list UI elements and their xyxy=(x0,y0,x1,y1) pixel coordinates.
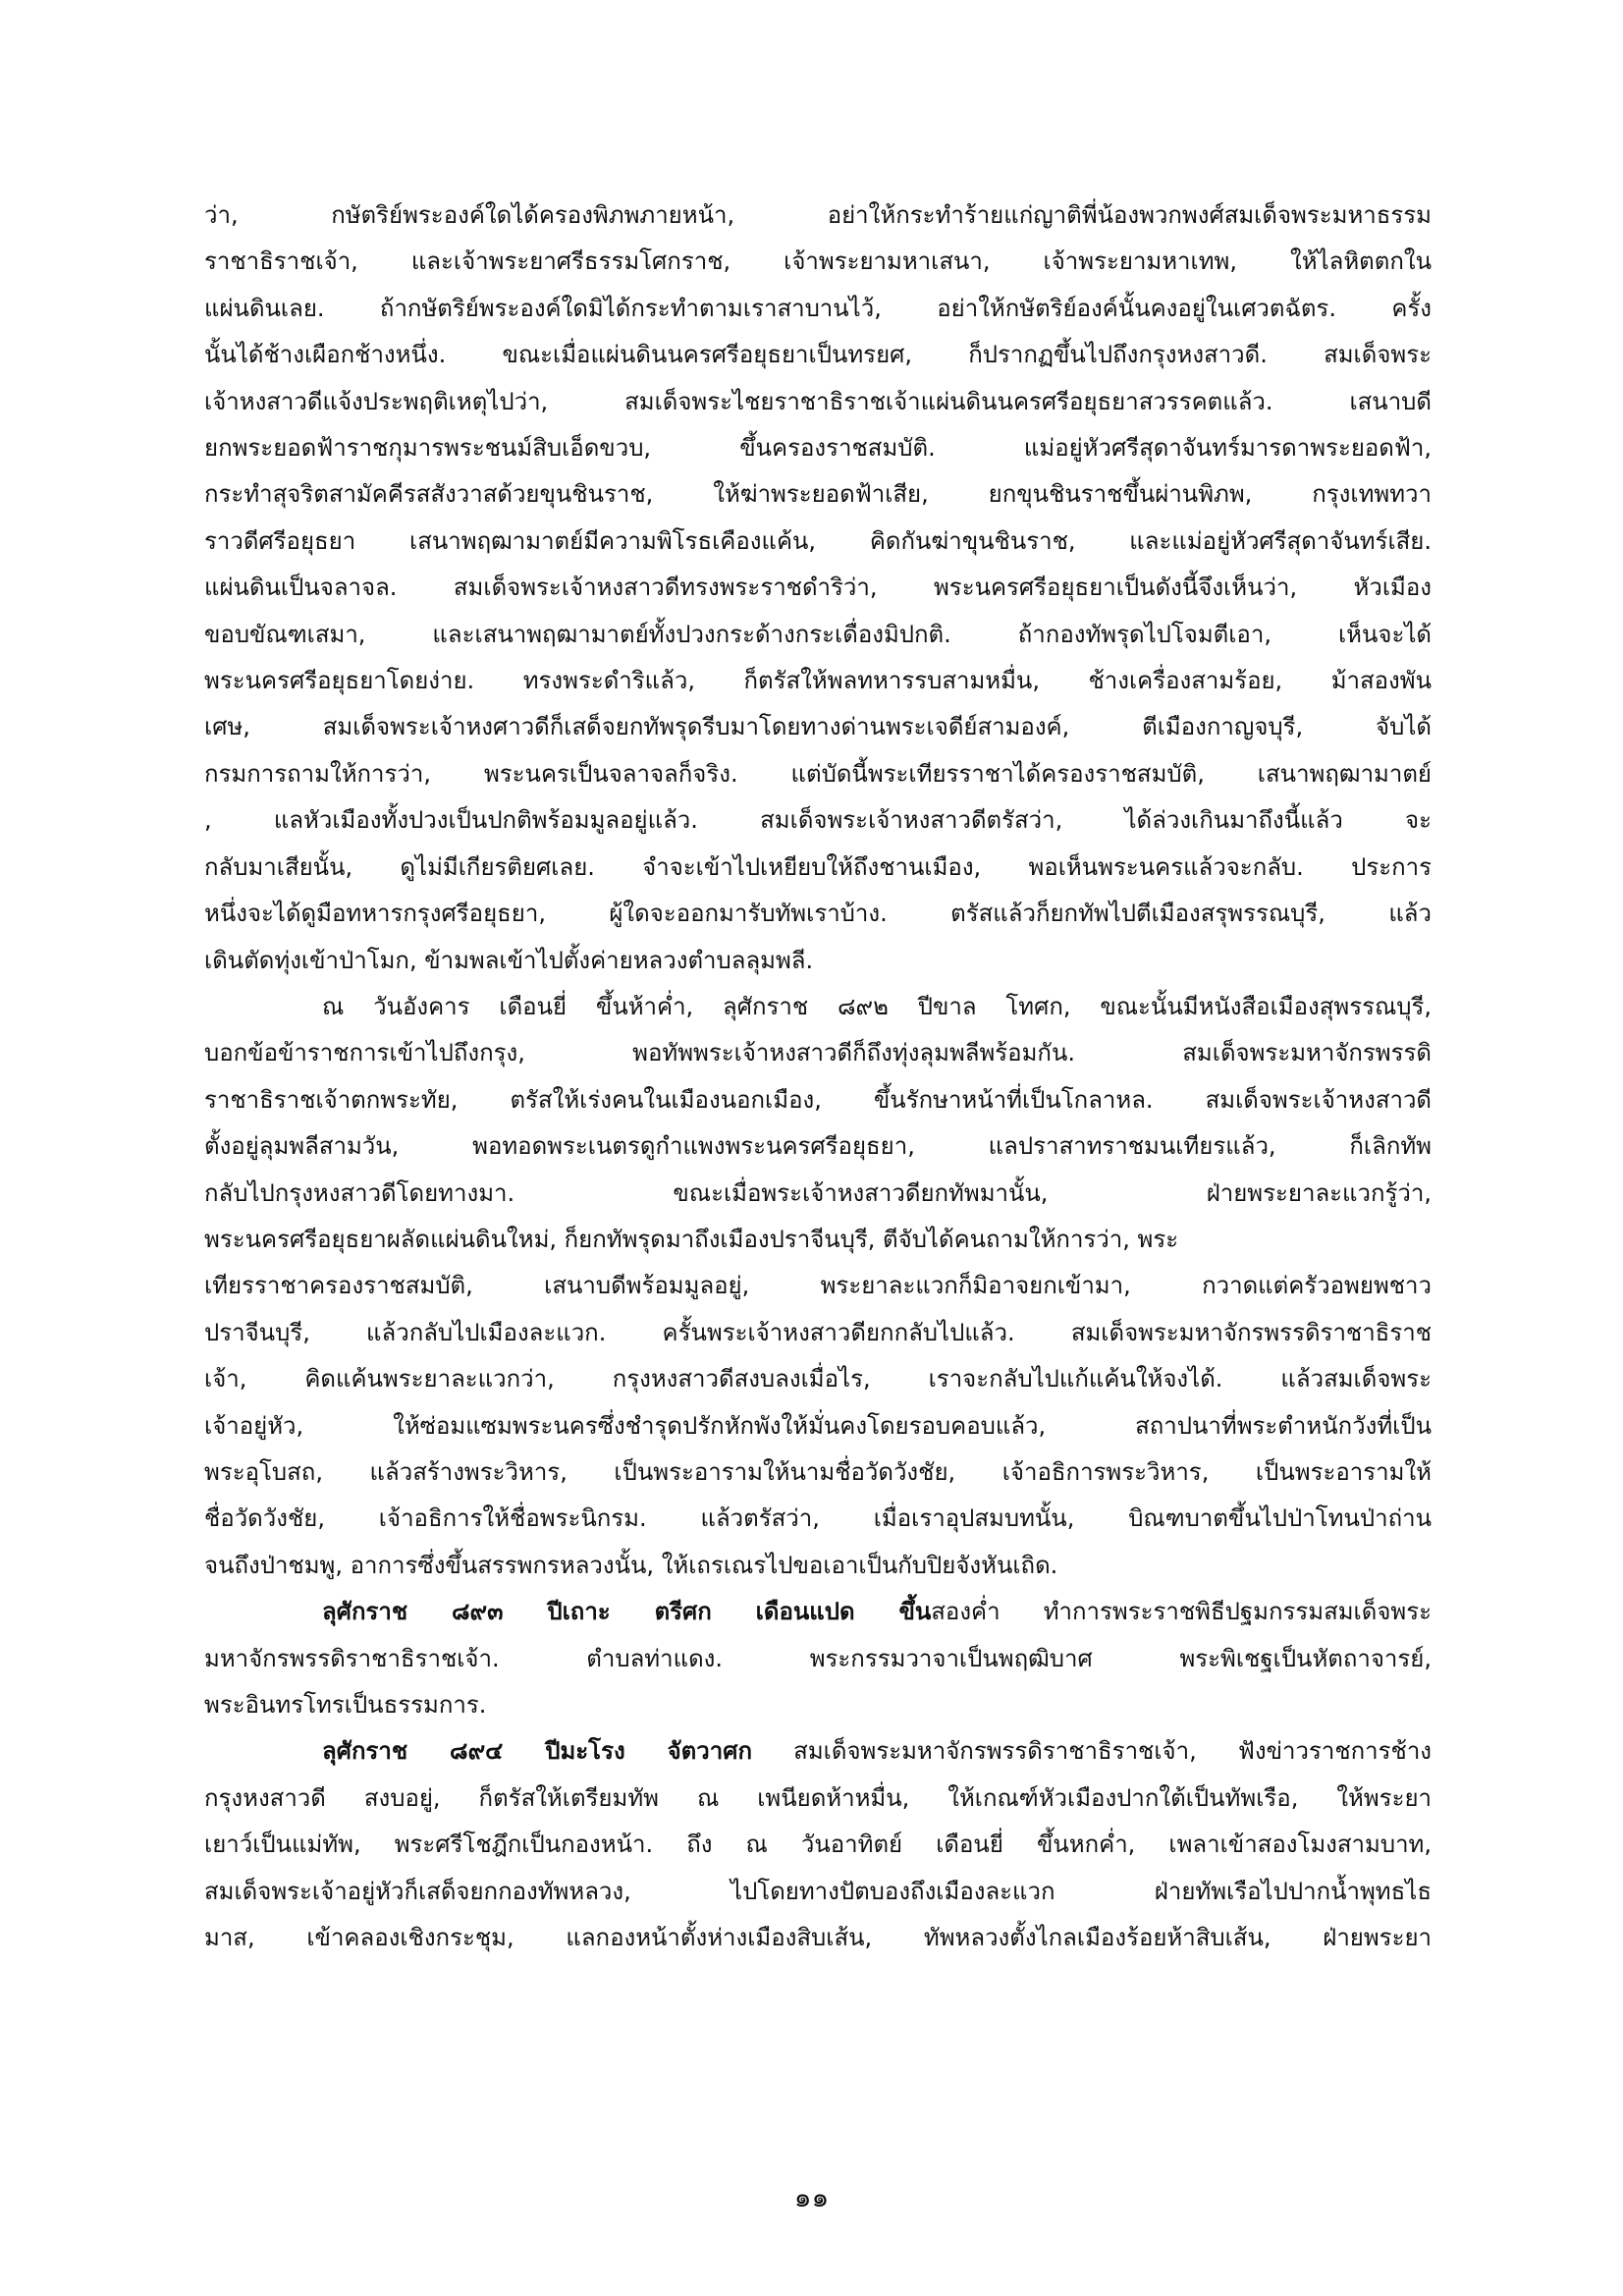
text-line: แผ่นดินเลย. ถ้ากษัตริย์พระองค์ใดมิได้กระทำตามเราสาบานไว้, อย่าให้กษัตริย์องค์นั้นคงอยู่ในเศวตฉัตร. ครั้ง xyxy=(204,294,1432,322)
paragraph-1 xyxy=(204,192,1432,984)
page-number: ๑๑ xyxy=(793,2181,830,2214)
text-line: เจ้าหงสาวดีแจ้งประพฤติเหตุไปว่า, สมเด็จพระไชยราชาธิราชเจ้าแผ่นดินนครศรีอยุธยาสวรรคตแล้ว. เสนาบดี xyxy=(204,387,1432,415)
text-line: เยาว์เป็นแม่ทัพ, พระศรีโชฎึกเป็นกองหน้า. ถึง ณ วันอาทิตย์ เดือนยี่ ขึ้นหกค่ำ, เพลาเข้าสองโมงสามบาท, xyxy=(204,1831,1432,1859)
text-line: กรมการถามให้การว่า, พระนครเป็นจลาจลก็จริง. แต่บัดนี้พระเทียรราชาได้ครองราชสมบัติ, เสนาพฤฒามาตย์ xyxy=(204,759,1432,788)
text-line: แผ่นดินเป็นจลาจล. สมเด็จพระเจ้าหงสาวดีทรงพระราชดำริว่า, พระนครศรีอยุธยาเป็นดังนี้จึงเห็นว่า, หัวเมือง xyxy=(204,574,1432,602)
paragraph-3 xyxy=(204,1589,1432,1728)
text-line: พระอุโบสถ, แล้วสร้างพระวิหาร, เป็นพระอารามให้นามชื่อวัดวังชัย, เจ้าอธิการพระวิหาร, เป็นพระอารามให้ xyxy=(204,1457,1432,1486)
text-line: ณ วันอังคาร เดือนยี่ ขึ้นห้าค่ำ, ลุศักราช ๘๙๒ ปีขาล โทศก, ขณะนั้นมีหนังสือเมืองสุพรรณบุรี, xyxy=(322,992,1432,1020)
text-line: ว่า, กษัตริย์พระองค์ใดได้ครองพิภพภายหน้า, อย่าให้กระทำร้ายแก่ญาติพี่น้องพวกพงศ์สมเด็จพระมหาธรรม xyxy=(204,201,1432,229)
paragraph-4 xyxy=(204,1728,1432,1961)
paragraph-lead: ลุศักราช ๘๙๓ ปีเถาะ ตรีศก เดือนแปด ขึ้น xyxy=(322,1598,932,1626)
text-line: กระทำสุจริตสามัคคีรสสังวาสด้วยขุนชินราช, ให้ฆ่าพระยอดฟ้าเสีย, ยกขุนชินราชขึ้นผ่านพิภพ, กรุงเทพทวา xyxy=(204,480,1432,509)
text-line: นั้นได้ช้างเผือกช้างหนึ่ง. ขณะเมื่อแผ่นดินนครศรีอยุธยาเป็นทรยศ, ก็ปรากฏขึ้นไปถึงกรุงหงสาวดี. สมเด็จพระ xyxy=(204,341,1432,369)
text-line: เจ้า, คิดแค้นพระยาละแวกว่า, กรุงหงสาวดีสงบลงเมื่อไร, เราจะกลับไปแก้แค้นให้จงได้. แล้วสมเด็จพระ xyxy=(204,1365,1432,1394)
text-line: ขอบขัณฑเสมา, และเสนาพฤฒามาตย์ทั้งปวงกระด้างกระเดื่องมิปกติ. ถ้ากองทัพรุดไปโจมตีเอา, เห็นจะได้ xyxy=(204,620,1432,648)
text-line: ชื่อวัดวังชัย, เจ้าอธิการให้ชื่อพระนิกรม. แล้วตรัสว่า, เมื่อเราอุปสมบทนั้น, บิณฑบาตขึ้นไปป่าโทนป่าถ่าน xyxy=(204,1504,1432,1533)
text-line: ปราจีนบุรี, แล้วกลับไปเมืองละแวก. ครั้นพระเจ้าหงสาวดียกกลับไปแล้ว. สมเด็จพระมหาจักรพรรดิราชาธิราช xyxy=(204,1318,1432,1346)
document-body xyxy=(204,192,1432,1961)
text-line: กรุงหงสาวดี สงบอยู่, ก็ตรัสให้เตรียมทัพ ณ เพนียดห้าหมื่น, ให้เกณฑ์หัวเมืองปากใต้เป็นทัพเรือ, ให้พระยา xyxy=(204,1783,1432,1812)
text-line: บอกข้อข้าราชการเข้าไปถึงกรุง, พอทัพพระเจ้าหงสาวดีก็ถึงทุ่งลุมพลีพร้อมกัน. สมเด็จพระมหาจักรพรรดิ xyxy=(204,1039,1432,1067)
text-line: มาส, เข้าคลองเชิงกระชุม, แลกองหน้าตั้งห่างเมืองสิบเส้น, ทัพหลวงตั้งไกลเมืองร้อยห้าสิบเส้น, ฝ่ายพระยา xyxy=(204,1924,1432,1952)
text-line: เจ้าอยู่หัว, ให้ซ่อมแซมพระนครซึ่งชำรุดปรักหักพังให้มั่นคงโดยรอบคอบแล้ว, สถาปนาที่พระตำหนักวังที่เป็น xyxy=(204,1411,1432,1440)
text-line: ราชาธิราชเจ้า, และเจ้าพระยาศรีธรรมโศกราช, เจ้าพระยามหาเสนา, เจ้าพระยามหาเทพ, ให้ไลหิตตกใน xyxy=(204,247,1432,276)
text-line xyxy=(204,1728,1432,1775)
text-line: ราวดีศรีอยุธยา เสนาพฤฒามาตย์มีความพิโรธเคืองแค้น, คิดกันฆ่าขุนชินราช, และแม่อยู่หัวศรีสุดาจันทร์เสีย. xyxy=(204,526,1432,555)
text-line: จนถึงป่าชมพู, อาการซึ่งขึ้นสรรพกรหลวงนั้น, ให้เถรเณรไปขอเอาเป็นกับปิยจังหันเถิด. xyxy=(204,1551,1058,1579)
text-line: , แลหัวเมืองทั้งปวงเป็นปกติพร้อมมูลอยู่แล้ว. สมเด็จพระเจ้าหงสาวดีตรัสว่า, ได้ล่วงเกินมาถึงนี้แล้ว จะ xyxy=(204,806,1432,835)
text-segment: สองค่ำ ทำการพระราชพิธีปฐมกรรมสมเด็จพระ xyxy=(931,1598,1432,1626)
text-line: เศษ, สมเด็จพระเจ้าหงศาวดีก็เสด็จยกทัพรุดรีบมาโดยทางด่านพระเจดีย์สามองค์, ตีเมืองกาญจบุรี, จับได้ xyxy=(204,713,1432,741)
text-line: ราชาธิราชเจ้าตกพระทัย, ตรัสให้เร่งคนในเมืองนอกเมือง, ขึ้นรักษาหน้าที่เป็นโกลาหล. สมเด็จพระเจ้าหงสาวดี xyxy=(204,1085,1432,1114)
text-line: พระนครศรีอยุธยาผลัดแผ่นดินใหม่, ก็ยกทัพรุดมาถึงเมืองปราจีนบุรี, ตีจับได้คนถามให้การว่า, พระ xyxy=(204,1225,1179,1253)
text-line: หนึ่งจะได้ดูมือทหารกรุงศรีอยุธยา, ผู้ใดจะออกมารับทัพเราบ้าง. ตรัสแล้วก็ยกทัพไปตีเมืองสรุพรรณบุรี, แล้ว xyxy=(204,900,1432,928)
text-line: พระอินทรโทรเป็นธรรมการ. xyxy=(204,1691,487,1719)
text-line xyxy=(204,1589,1432,1635)
text-line: พระนครศรีอยุธยาโดยง่าย. ทรงพระดำริแล้ว, ก็ตรัสให้พลทหารรบสามหมื่น, ช้างเครื่องสามร้อย, ม้าสองพัน xyxy=(204,667,1432,695)
text-line: เทียรราชาครองราชสมบัติ, เสนาบดีพร้อมมูลอยู่, พระยาละแวกก็มิอาจยกเข้ามา, กวาดแต่ครัวอพยพชาว xyxy=(204,1272,1432,1300)
text-segment: สมเด็จพระมหาจักรพรรดิราชาธิราชเจ้า, ฟังข่าวราชการช้าง xyxy=(751,1737,1433,1766)
paragraph-2 xyxy=(204,984,1432,1589)
text-line: กลับมาเสียนั้น, ดูไม่มีเกียรติยศเลย. จำจะเข้าไปเหยียบให้ถึงชานเมือง, พอเห็นพระนครแล้วจะกลับ. ประการ xyxy=(204,852,1432,881)
text-line: มหาจักรพรรดิราชาธิราชเจ้า. ตำบลท่าแดง. พระกรรมวาจาเป็นพฤฒิบาศ พระพิเชฐเป็นหัตถาจารย์, xyxy=(204,1644,1432,1672)
text-line: ตั้งอยู่ลุมพลีสามวัน, พอทอดพระเนตรดูกำแพงพระนครศรีอยุธยา, แลปราสาทราชมนเทียรแล้ว, ก็เลิกทัพ xyxy=(204,1132,1432,1161)
text-line: เดินตัดทุ่งเข้าป่าโมก, ข้ามพลเข้าไปตั้งค่ายหลวงตำบลลุมพลี. xyxy=(204,946,814,974)
text-line: สมเด็จพระเจ้าอยู่หัวก็เสด็จยกกองทัพหลวง, ไปโดยทางปัตบองถึงเมืองละแวก ฝ่ายทัพเรือไปปากน้ำพุทธไธ xyxy=(204,1877,1432,1905)
paragraph-lead: ลุศักราช ๘๙๔ ปีมะโรง จัตวาศก xyxy=(322,1737,752,1766)
text-line: กลับไปกรุงหงสาวดีโดยทางมา. ขณะเมื่อพระเจ้าหงสาวดียกทัพมานั้น, ฝ่ายพระยาละแวกรู้ว่า, xyxy=(204,1178,1432,1207)
text-line: ยกพระยอดฟ้าราชกุมารพระชนม์สิบเอ็ดขวบ, ขึ้นครองราชสมบัติ. แม่อยู่หัวศรีสุดาจันทร์มารดาพระยอดฟ้า, xyxy=(204,434,1432,463)
